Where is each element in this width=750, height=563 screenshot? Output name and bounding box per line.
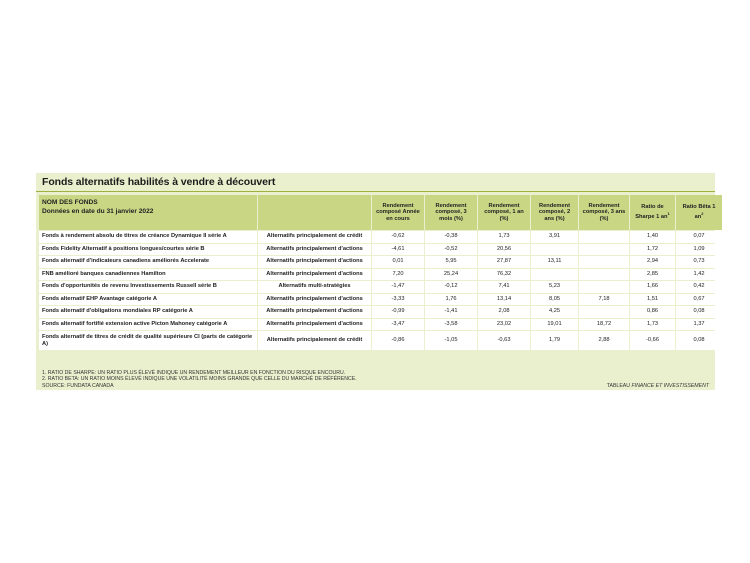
header-3y-label: Rendement composé, 3 ans (%) [582,202,626,222]
value-cell-m3: -0,38 [425,231,477,243]
table-row [39,244,722,256]
value-cell-y3: 7,18 [579,294,629,306]
header-3m-label: Rendement composé, 3 mois (%) [435,202,467,222]
value-cell-m3: -0,12 [425,281,477,293]
header-beta-label: Ratio Bêta 1 an [682,204,716,220]
table-credit [607,383,709,389]
value-cell-beta: 0,07 [676,231,722,243]
header-2y-label: Rendement composé, 2 ans (%) [538,202,571,222]
value-cell-y3 [579,256,629,268]
table-title: Fonds alternatifs habilités à vendre à découvert [42,176,276,188]
value-cell-y2: 3,91 [531,231,578,243]
fund-name-cell: Fonds d'opportunités de revenu Investissements Russell série B [39,281,257,293]
value-cell-sharpe: 2,85 [630,269,675,281]
value-cell-m3: 1,76 [425,294,477,306]
fund-name-cell: Fonds Fidelity Alternatif à positions longues/courtes série B [39,244,257,256]
header-1y-label: Rendement composé, 1 an (%) [484,202,524,222]
value-cell-sharpe: 0,86 [630,306,675,318]
table-panel [36,173,715,390]
table-row [39,331,722,350]
value-cell-beta: 0,42 [676,281,722,293]
value-cell-y3 [579,269,629,281]
fund-category-cell: Alternatifs multi-stratégies [258,281,371,293]
table-row [39,281,722,293]
title-divider [36,191,715,192]
header-ytd [372,195,424,230]
value-cell-y3 [579,281,629,293]
value-cell-beta: 0,08 [676,306,722,318]
value-cell-y1: 2,08 [478,306,530,318]
value-cell-beta: 0,67 [676,294,722,306]
fund-category-cell: Alternatifs principalement de crédit [258,331,371,350]
value-cell-sharpe: 1,73 [630,319,675,331]
value-cell-y3: 2,88 [579,331,629,350]
value-cell-y3: 18,72 [579,319,629,331]
value-cell-ytd: -0,86 [372,331,424,350]
fund-category-cell: Alternatifs principalement de crédit [258,231,371,243]
value-cell-beta: 0,73 [676,256,722,268]
value-cell-y1: 13,14 [478,294,530,306]
value-cell-sharpe: -0,66 [630,331,675,350]
value-cell-y2: 4,25 [531,306,578,318]
value-cell-m3: -0,52 [425,244,477,256]
value-cell-m3: -3,58 [425,319,477,331]
header-sharpe [630,195,675,230]
header-beta-sup: 2 [701,211,704,217]
value-cell-y2: 8,05 [531,294,578,306]
credit-publication: FINANCE ET INVESTISSEMENT [631,383,709,389]
value-cell-y2: 13,11 [531,256,578,268]
fund-category-cell: Alternatifs principalement d'actions [258,319,371,331]
value-cell-y2: 19,01 [531,319,578,331]
header-fund-name-title: NOM DES FONDS [42,199,98,206]
header-category [258,195,371,230]
value-cell-sharpe: 1,66 [630,281,675,293]
table-row [39,306,722,318]
header-2y [531,195,578,230]
fund-name-cell: FNB amélioré banques canadiennes Hamilton [39,269,257,281]
value-cell-m3: 5,95 [425,256,477,268]
table-row [39,294,722,306]
header-1y [478,195,530,230]
credit-prefix: TABLEAU [606,383,630,389]
value-cell-y2 [531,244,578,256]
value-cell-y1: 1,73 [478,231,530,243]
value-cell-sharpe: 2,94 [630,256,675,268]
header-fund-name [39,195,257,230]
table-row [39,269,722,281]
value-cell-y3 [579,306,629,318]
fund-name-cell: Fonds à rendement absolu de titres de créance Dynamique II série A [39,231,257,243]
fund-category-cell: Alternatifs principalement d'actions [258,244,371,256]
value-cell-beta: 1,37 [676,319,722,331]
value-cell-y1: 20,56 [478,244,530,256]
value-cell-y1: 27,87 [478,256,530,268]
value-cell-y2: 1,79 [531,331,578,350]
table-body [39,231,722,350]
table-row [39,256,722,268]
fund-category-cell: Alternatifs principalement d'actions [258,256,371,268]
value-cell-ytd: -4,61 [372,244,424,256]
value-cell-y1: 7,41 [478,281,530,293]
value-cell-sharpe: 1,72 [630,244,675,256]
fund-category-cell: Alternatifs principalement d'actions [258,269,371,281]
footnotes [42,370,357,389]
funds-table [38,194,723,351]
value-cell-beta: 1,42 [676,269,722,281]
footnote-1: 1. RATIO DE SHARPE: UN RATIO PLUS ÉLEVÉ INDIQUE UN RENDEMENT MEILLEUR EN FONCTION DU RISQUE ENCOURU. [42,370,346,376]
value-cell-y1: 23,02 [478,319,530,331]
header-beta [676,195,722,230]
value-cell-ytd: -3,47 [372,319,424,331]
header-3m [425,195,477,230]
table-row [39,319,722,331]
header-sharpe-label: Ratio de Sharpe 1 an [635,204,668,220]
value-cell-ytd: 0,01 [372,256,424,268]
value-cell-m3: -1,05 [425,331,477,350]
fund-category-cell: Alternatifs principalement d'actions [258,306,371,318]
fund-category-cell: Alternatifs principalement d'actions [258,294,371,306]
value-cell-ytd: -3,33 [372,294,424,306]
table-row [39,231,722,243]
value-cell-ytd: -0,62 [372,231,424,243]
value-cell-sharpe: 1,51 [630,294,675,306]
value-cell-ytd: -0,99 [372,306,424,318]
value-cell-beta: 1,09 [676,244,722,256]
header-row [39,195,722,230]
fund-name-cell: Fonds alternatif d'indicateurs canadiens améliorés Accelerate [39,256,257,268]
value-cell-y2: 5,23 [531,281,578,293]
value-cell-y3 [579,244,629,256]
value-cell-y2 [531,269,578,281]
value-cell-m3: -1,41 [425,306,477,318]
header-sharpe-sup: 1 [667,211,670,217]
fund-name-cell: Fonds alternatif EHP Avantage catégorie A [39,294,257,306]
value-cell-y1: -0,63 [478,331,530,350]
header-ytd-label: Rendement composé Année en cours [376,202,420,222]
fund-name-cell: Fonds alternatif fortifié extension active Picton Mahoney catégorie A [39,319,257,331]
value-cell-beta: 0,08 [676,331,722,350]
value-cell-y3 [579,231,629,243]
footnote-2: 2. RATIO BETA: UN RATIO MOINS ÉLEVÉ INDIQUE UNE VOLATILITÉ MOINS GRANDE QUE CELLE DU MARCHÉ DE RÉFÉRENCE. [42,376,357,383]
header-data-date: Données en date du 31 janvier 2022 [42,208,154,215]
value-cell-m3: 25,24 [425,269,477,281]
fund-name-cell: Fonds alternatif de titres de crédit de qualité supérieure CI (parts de catégorie A) [39,331,257,350]
value-cell-sharpe: 1,40 [630,231,675,243]
value-cell-ytd: 7,20 [372,269,424,281]
header-3y [579,195,629,230]
value-cell-ytd: -1,47 [372,281,424,293]
fund-name-cell: Fonds alternatif d'obligations mondiales RP catégorie A [39,306,257,318]
value-cell-y1: 76,32 [478,269,530,281]
source-line: SOURCE: FUNDATA CANADA [42,382,114,389]
